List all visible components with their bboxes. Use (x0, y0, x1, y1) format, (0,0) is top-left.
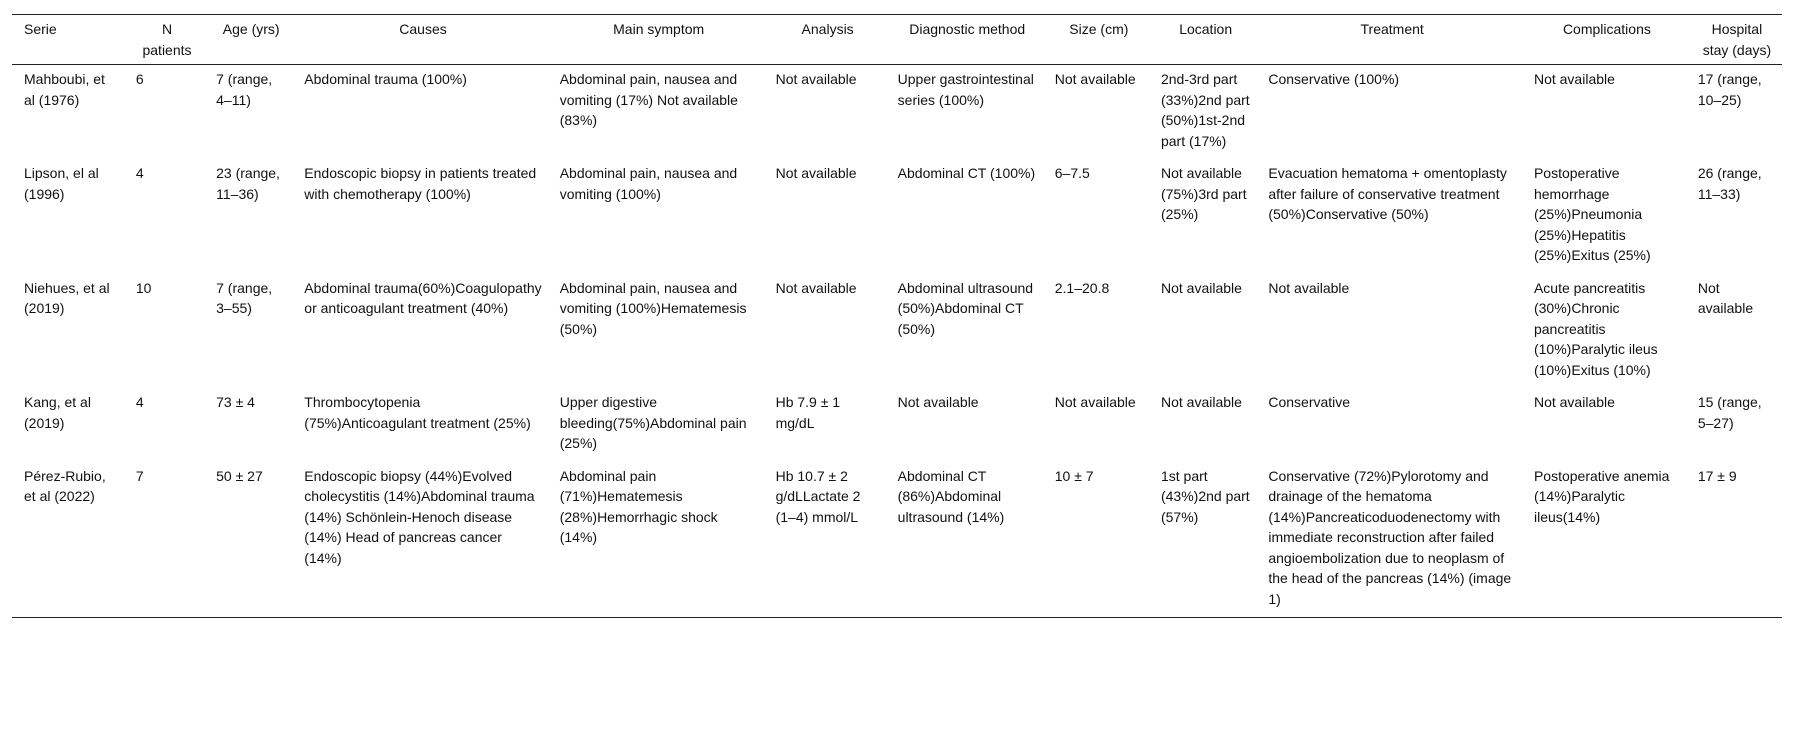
cell-complications: Acute pancreatitis (30%)Chronic pancreatitis (10%)Paralytic ileus (10%)Exitus (10%) (1533, 279, 1658, 378)
cell-size: 6–7.5 (1054, 165, 1090, 181)
cell-analysis: Not available (775, 279, 857, 296)
col-header-n-patients: N patients (124, 15, 204, 65)
cell-n-patients: 4 (135, 165, 144, 181)
cell-serie: Lipson, el al (1996) (24, 165, 99, 202)
cell-hospital-stay: 17 (range, 10–25) (1697, 71, 1762, 108)
cell-serie: Mahboubi, et al (1976) (24, 71, 105, 108)
cell-age: 50 ± 27 (204, 462, 292, 618)
cell-n-patients: 7 (124, 462, 204, 618)
cell-treatment: Conservative (72%)Pylorotomy and drainage of the hematoma (14%)Pancreaticoduodenectomy with immediate reconstruction after failed angioembolization due to neoplasm of the head of the pancreas (14%) (image 1) (1256, 462, 1522, 618)
col-header-location: Location (1149, 15, 1256, 65)
table-row (12, 274, 1782, 389)
cell-n-patients: 10 (135, 279, 152, 296)
col-header-treatment: Treatment (1256, 15, 1522, 65)
cell-analysis: Hb 7.9 ± 1 mg/dL (775, 394, 841, 431)
cell-serie: Kang, et al (2019) (24, 394, 91, 431)
cell-analysis: Hb 10.7 ± 2 g/dLLactate 2 (1–4) mmol/L (764, 462, 886, 618)
table-row (12, 65, 1782, 160)
table-row (12, 462, 1782, 618)
table-row (12, 159, 1782, 274)
table-header (12, 15, 1782, 65)
col-header-serie: Serie (12, 15, 124, 65)
cell-size: Not available (1054, 394, 1136, 410)
cell-hospital-stay: 26 (range, 11–33) (1697, 165, 1762, 202)
cell-causes: Abdominal trauma (100%) (304, 71, 467, 87)
cell-size: 10 ± 7 (1043, 462, 1149, 618)
cell-diagnostic-method: Not available (897, 394, 979, 410)
cell-causes: Thrombocytopenia (75%)Anticoagulant treatment (25%) (304, 394, 531, 431)
cell-location: Not available (75%)3rd part (25%) (1160, 165, 1247, 222)
cell-causes: Abdominal trauma(60%)Coagulopathy or anticoagulant treatment (40%) (304, 279, 542, 316)
cell-treatment: Conservative (1268, 394, 1351, 410)
cell-n-patients: 6 (135, 71, 144, 87)
cell-analysis: Not available (775, 71, 857, 87)
cell-main-symptom: Abdominal pain, nausea and vomiting (17%) Not available (83%) (559, 71, 738, 128)
cell-treatment: Conservative (100%) (1268, 71, 1400, 87)
cell-serie: Pérez-Rubio, et al (2022) (12, 462, 124, 618)
cell-location: 2nd-3rd part (33%)2nd part (50%)1st-2nd part (17%) (1160, 71, 1250, 149)
cell-complications: Not available (1533, 71, 1615, 87)
col-header-main-symptom: Main symptom (548, 15, 764, 65)
table-body (12, 65, 1782, 618)
col-header-age: Age (yrs) (204, 15, 292, 65)
col-header-causes: Causes (292, 15, 547, 65)
cell-size: Not available (1054, 71, 1136, 87)
col-header-analysis: Analysis (764, 15, 886, 65)
cell-hospital-stay: Not available (1697, 279, 1754, 316)
cell-causes: Endoscopic biopsy in patients treated with chemotherapy (100%) (304, 165, 537, 202)
cell-location: Not available (1160, 394, 1242, 410)
cell-main-symptom: Abdominal pain, nausea and vomiting (100%) (559, 165, 738, 202)
table-row (12, 388, 1782, 462)
cell-main-symptom: Abdominal pain, nausea and vomiting (100%)Hematemesis (50%) (559, 279, 747, 337)
cell-complications: Postoperative hemorrhage (25%)Pneumonia (25%)Hepatitis (25%)Exitus (25%) (1533, 165, 1651, 263)
cell-analysis: Not available (775, 165, 857, 181)
cell-age: 73 ± 4 (216, 394, 255, 410)
cell-hospital-stay: 17 ± 9 (1686, 462, 1782, 618)
cell-treatment: Not available (1268, 279, 1350, 296)
cell-location: 1st part (43%)2nd part (57%) (1149, 462, 1256, 618)
cell-treatment: Evacuation hematoma + omentoplasty after failure of conservative treatment (50%)Conservative (50%) (1268, 165, 1507, 222)
cell-size: 2.1–20.8 (1054, 279, 1110, 296)
cell-age: 7 (range, 4–11) (216, 71, 273, 108)
cell-n-patients: 4 (135, 394, 144, 410)
cell-hospital-stay: 15 (range, 5–27) (1697, 394, 1762, 431)
cell-serie: Niehues, et al (2019) (24, 279, 110, 316)
header-row (12, 15, 1782, 65)
col-header-diagnostic-method: Diagnostic method (886, 15, 1043, 65)
cell-diagnostic-method: Upper gastrointestinal series (100%) (897, 71, 1034, 108)
cell-diagnostic-method: Abdominal CT (100%) (897, 165, 1036, 181)
cell-location: Not available (1160, 279, 1242, 296)
cell-age: 7 (range, 3–55) (216, 279, 273, 316)
col-header-complications: Complications (1522, 15, 1686, 65)
col-header-hospital-stay: Hospital stay (days) (1686, 15, 1782, 65)
cell-main-symptom: Abdominal pain (71%)Hematemesis (28%)Hemorrhagic shock (14%) (548, 462, 764, 618)
cell-complications: Not available (1533, 394, 1615, 410)
cell-main-symptom: Upper digestive bleeding(75%)Abdominal pain (25%) (559, 394, 747, 451)
cell-diagnostic-method: Abdominal ultrasound (50%)Abdominal CT (50%) (897, 279, 1034, 337)
cell-complications: Postoperative anemia (14%)Paralytic ileus(14%) (1522, 462, 1686, 618)
cell-diagnostic-method: Abdominal CT (86%)Abdominal ultrasound (14%) (886, 462, 1043, 618)
col-header-size: Size (cm) (1043, 15, 1149, 65)
cell-causes: Endoscopic biopsy (44%)Evolved cholecystitis (14%)Abdominal trauma (14%) Schönlein-Henoch disease (14%) Head of pancreas cancer (14%) (292, 462, 547, 618)
cell-age: 23 (range, 11–36) (216, 165, 280, 202)
case-series-table (12, 14, 1782, 618)
